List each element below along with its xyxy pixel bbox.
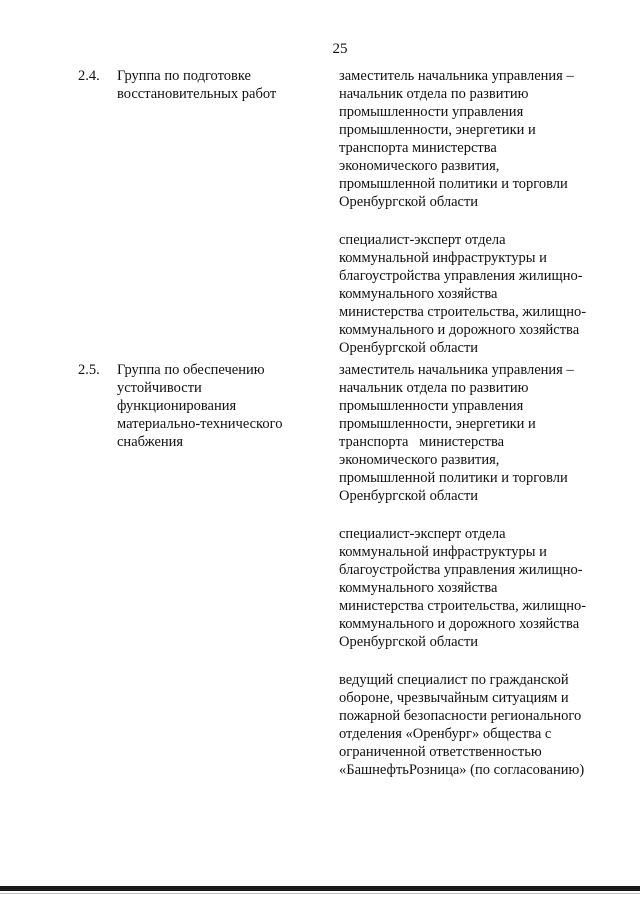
section-title-line: восстановительных работ [117,86,277,102]
member-line: коммунального и дорожного хозяйства [339,616,580,632]
member-line: промышленности, энергетики и [339,416,536,432]
member-line: транспорта министерства [339,434,505,450]
member-line: обороне, чрезвычайным ситуациям и [339,690,569,706]
member-line: заместитель начальника управления – [339,362,574,378]
member-line: промышленности управления [339,398,524,414]
section-members [339,361,609,799]
member-line: министерства строительства, жилищно- [339,304,587,320]
member-line: Оренбургской области [339,194,479,210]
member-line: Оренбургской области [339,634,479,650]
member-line: Оренбургской области [339,340,479,356]
member-entry [339,231,609,357]
section-title [117,67,317,103]
section-title-line: материально-технического [117,416,283,432]
member-line: благоустройства управления жилищно- [339,562,583,578]
member-line: экономического развития, [339,158,500,174]
member-entry [339,525,609,651]
section-title [117,361,317,451]
member-line: промышленности управления [339,104,524,120]
member-entry [339,67,609,211]
member-line: специалист-эксперт отдела [339,526,506,542]
member-line: коммунального и дорожного хозяйства [339,322,580,338]
member-entry [339,361,609,505]
member-line: коммунальной инфраструктуры и [339,250,547,266]
member-line: промышленной политики и торговли [339,470,568,486]
member-line: пожарной безопасности регионального [339,708,582,724]
member-line: благоустройства управления жилищно- [339,268,583,284]
member-line: начальник отдела по развитию [339,380,529,396]
page-bottom-border [0,886,640,891]
member-line: коммунального хозяйства [339,286,498,302]
member-line: ведущий специалист по гражданской [339,672,569,688]
section-title-line: Группа по подготовке [117,68,251,84]
member-line: отделения «Оренбург» общества с [339,726,552,742]
page-number: 25 [332,41,348,57]
member-line: специалист-эксперт отдела [339,232,506,248]
section-title-line: устойчивости [117,380,202,396]
member-line: экономического развития, [339,452,500,468]
member-line: Оренбургской области [339,488,479,504]
member-line: промышленной политики и торговли [339,176,568,192]
section-title-line: Группа по обеспечению [117,362,265,378]
member-line: начальник отдела по развитию [339,86,529,102]
section-title-line: снабжения [117,434,184,450]
member-line: промышленности, энергетики и [339,122,536,138]
member-line: министерства строительства, жилищно- [339,598,587,614]
section-number: 2.5. [78,362,100,378]
section-members [339,67,609,377]
member-line: «БашнефтьРозница» (по согласованию) [339,762,585,778]
section-title-line: функционирования [117,398,237,414]
member-line: заместитель начальника управления – [339,68,574,84]
section-number: 2.4. [78,68,100,84]
member-line: коммунальной инфраструктуры и [339,544,547,560]
member-entry [339,671,609,779]
member-line: ограниченной ответственностью [339,744,542,760]
member-line: коммунального хозяйства [339,580,498,596]
page-bottom-border-shadow [0,893,640,894]
member-line: транспорта министерства [339,140,497,156]
